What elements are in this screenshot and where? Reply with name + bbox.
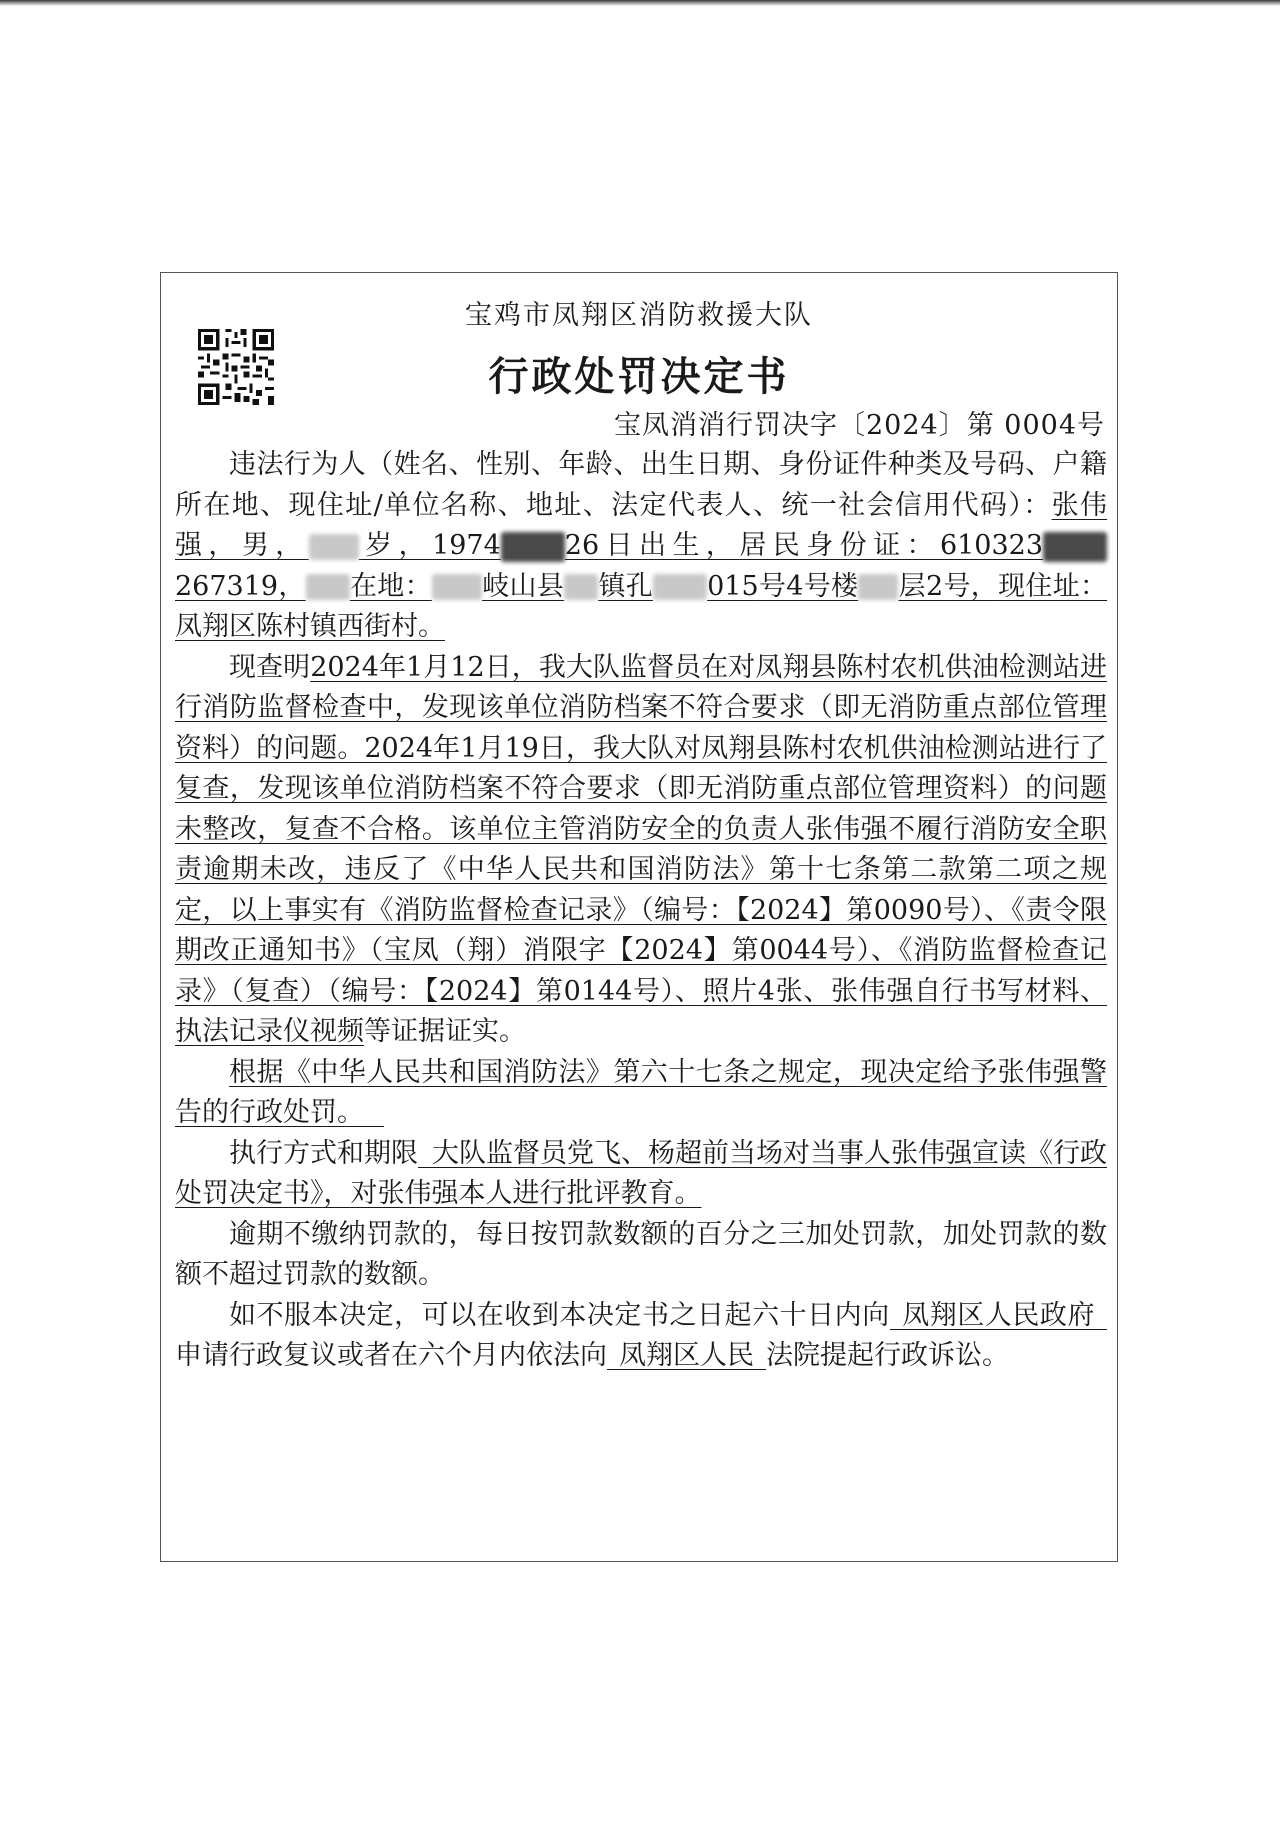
document-title: 行政处罚决定书 xyxy=(488,353,790,400)
party-age-tail: 岁， xyxy=(358,530,433,561)
appeal-blank xyxy=(890,1299,902,1330)
overdue-text: 逾期不缴纳罚款的，每日按罚款数额的百分之三加处罚款，加处罚款的数额不超过罚款的数额。 xyxy=(175,1218,1107,1290)
appeal-part2: 申请行政复议或者在六个月内依法向 xyxy=(175,1340,607,1371)
redaction-mask xyxy=(564,574,598,600)
redaction-mask xyxy=(306,574,350,600)
redaction-mask xyxy=(1043,532,1107,562)
redaction-mask xyxy=(432,574,482,600)
party-household-county: 岐山县 xyxy=(481,570,565,602)
redaction-mask xyxy=(501,532,565,562)
redaction-mask xyxy=(653,574,707,600)
redaction-mask xyxy=(858,574,898,600)
document-frame xyxy=(160,272,1118,1562)
appeal-blank xyxy=(607,1339,619,1370)
party-household-num: 015 xyxy=(707,570,759,602)
execution-label: 执行方式和期限 xyxy=(229,1137,418,1169)
appeal-blank xyxy=(1095,1299,1107,1330)
party-paragraph xyxy=(175,445,1107,648)
party-household-label: 在地： xyxy=(349,570,432,602)
photo-top-edge xyxy=(0,0,1280,6)
party-birth-year: 1974 xyxy=(432,530,501,561)
party-birth-day: 26日出生， xyxy=(564,530,740,561)
party-household-town: 镇孔 xyxy=(598,570,654,602)
execution-text: 大队监督员党飞、杨超前当场对当事人张伟强宣读《行政处罚决定书》，对张伟强本人进行批评教育。 xyxy=(175,1137,1107,1209)
execution-blank xyxy=(418,1137,432,1168)
party-id-suffix: 267319， xyxy=(175,570,306,602)
overdue-paragraph xyxy=(175,1215,1107,1296)
party-household-floor: 层2号， xyxy=(898,570,999,602)
party-current-label: 现住址： xyxy=(998,570,1108,602)
redaction-mask xyxy=(309,534,359,560)
facts-paragraph xyxy=(175,648,1107,1053)
decision-text: 根据《中华人民共和国消防法》第六十七条之规定，现决定给予张伟强警告的行政处罚。 xyxy=(175,1056,1107,1128)
document-body xyxy=(175,445,1107,1377)
decision-blank xyxy=(364,1096,384,1127)
party-id-prefix: 610323 xyxy=(939,530,1044,561)
document-number: 宝凤消消行罚决字〔2024〕第 0004号 xyxy=(613,410,1105,441)
facts-lead: 现查明 xyxy=(229,651,311,683)
appeal-blank xyxy=(754,1339,766,1370)
appeal-paragraph xyxy=(175,1296,1107,1377)
appeal-gov: 凤翔区人民政府 xyxy=(901,1299,1095,1331)
execution-paragraph xyxy=(175,1134,1107,1215)
decision-paragraph xyxy=(175,1053,1107,1134)
appeal-court: 凤翔区人民 xyxy=(619,1340,754,1371)
appeal-part1: 如不服本决定，可以在收到本决定书之日起六十日内向 xyxy=(229,1299,890,1331)
facts-tail: 等证据证实。 xyxy=(364,1016,526,1047)
facts-text: 2024年1月12日，我大队监督员在对凤翔县陈村农机供油检测站进行消防监督检查中，发现该单位消防档案不符合要求（即无消防重点部位管理资料）的问题。2024年1月19日，我大队对凤翔县陈村农机供油检测站进行了复查，发现该单位消防档案不符合要求（即无消防重点部位管理资料）的问题未整改，复查不合格。该单位主管消防安全的负责人张伟强不履行消防安全职责逾期未改，违反了《中华人民共和国消防法》第十七条第二款第二项之规定，以上事实有 xyxy=(175,651,1108,926)
party-id-label: 居民身份证： xyxy=(739,530,940,561)
agency-name: 宝鸡市凤翔区消防救援大队 xyxy=(465,300,813,331)
facts-evidence: 《消防监督检查记录》（编号：【2024】第0090号）、《责令限期改正通知书》（宝凤（翔）消限字【2024】第0044号）、《消防监督检查记录》（复查）（编号：【2024】第0144号）、照片4张、张伟强自行书写材料、执法记录仪视频 xyxy=(175,894,1107,1047)
party-current-address: 凤翔区陈村镇西街村。 xyxy=(175,611,445,642)
party-label: 违法行为人（姓名、性别、年龄、出生日期、身份证件种类及号码、户籍所在地、现住址/单位名称、地址、法定代表人、统一社会信用代码）： xyxy=(175,449,1107,521)
party-household-no: 号4号楼 xyxy=(758,570,859,602)
party-name-gender: 张伟强，男， xyxy=(175,489,1108,561)
appeal-part3: 法院提起行政诉讼。 xyxy=(766,1340,1009,1371)
